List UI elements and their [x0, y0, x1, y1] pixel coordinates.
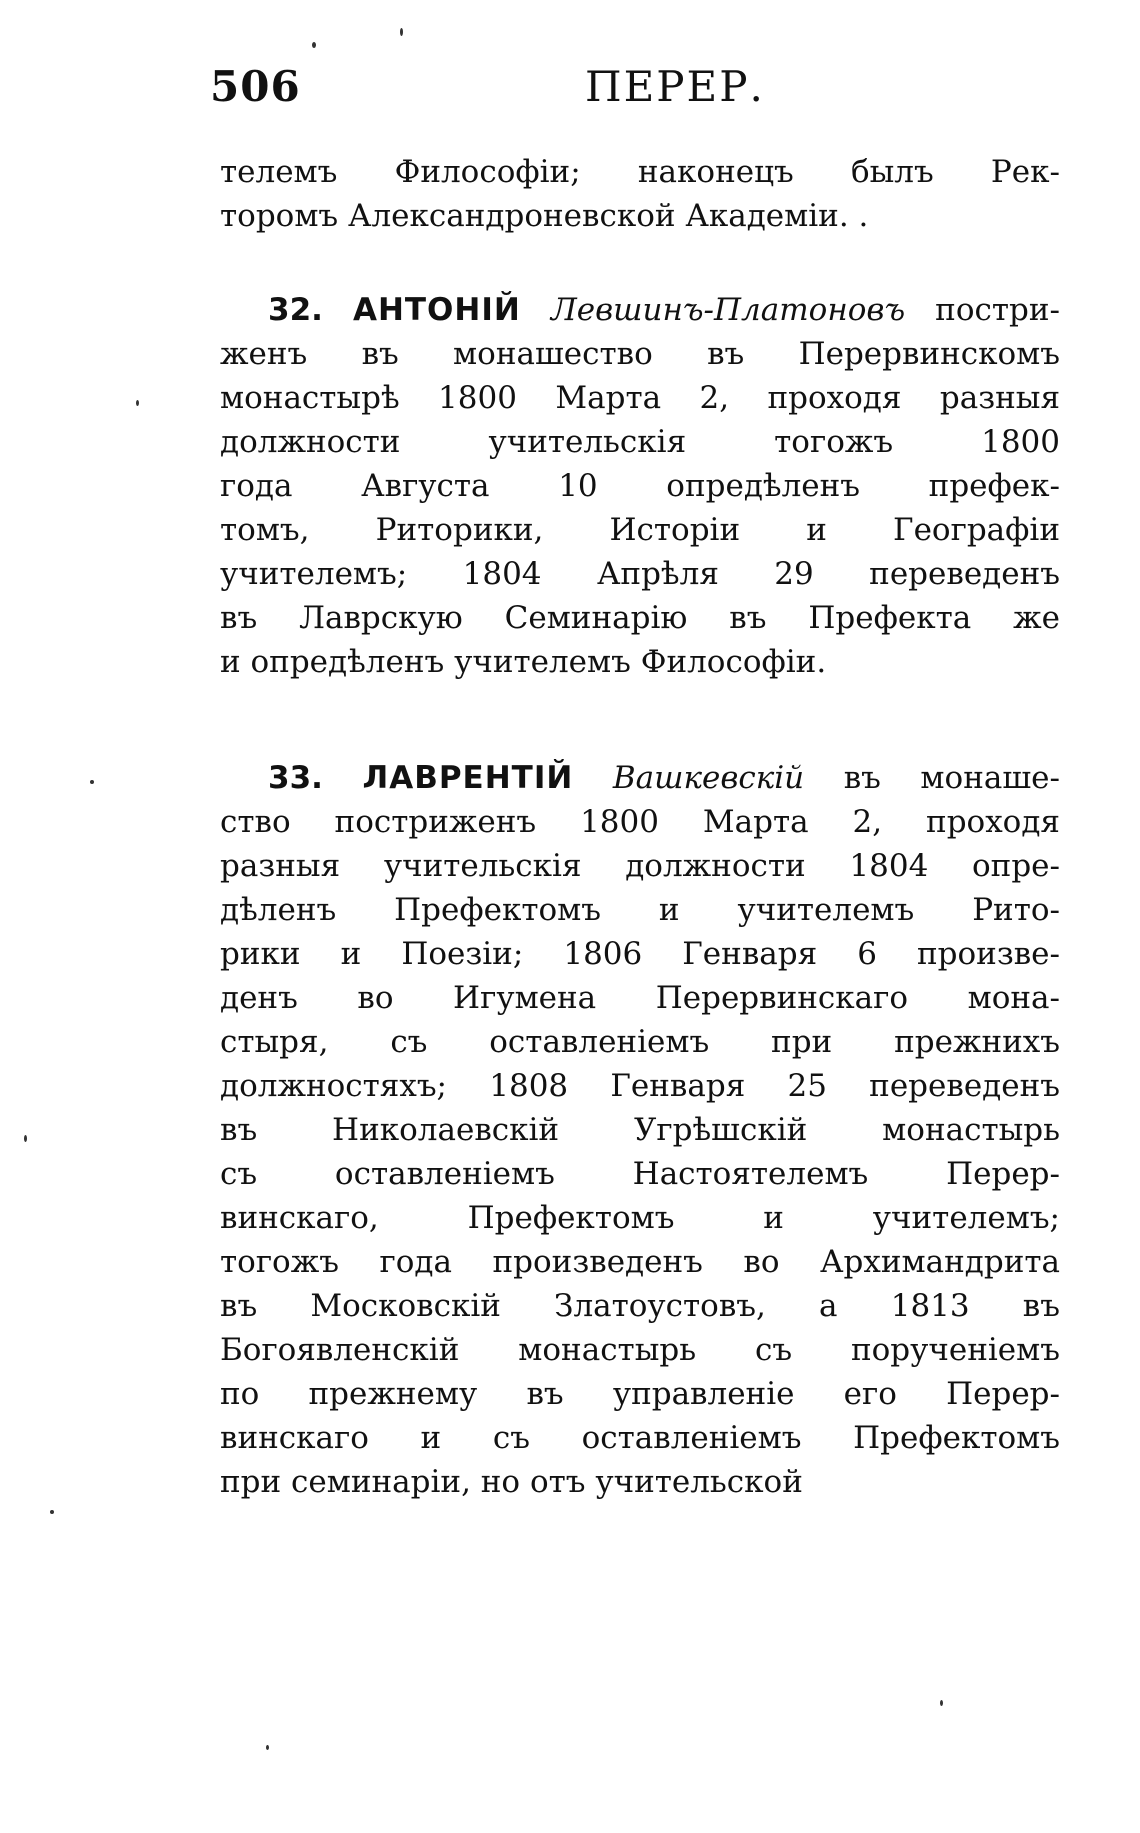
entry-number: 32. — [268, 292, 323, 328]
scan-speck — [50, 1510, 54, 1514]
text-line: учителемъ; 1804 Апрѣля 29 переведенъ — [220, 556, 1060, 592]
entry-33 — [220, 756, 1060, 1504]
text-line: въ Московскій Златоустовъ, а 1813 въ — [220, 1288, 1060, 1324]
text-line: въ Николаевскій Угрѣшскій монастырь — [220, 1112, 1060, 1148]
text-line: рики и Поезіи; 1806 Генваря 6 произве- — [220, 936, 1060, 972]
entry-heading-line — [220, 756, 1060, 800]
text-line: при семинаріи, но отъ учительской — [220, 1464, 803, 1500]
entry-first-rest: въ монаше- — [843, 760, 1060, 796]
text-line: телемъ Философіи; наконецъ былъ Рек- — [220, 154, 1060, 190]
text-line: Богоявленскій монастырь съ порученіемъ — [220, 1332, 1060, 1368]
text-line: винскаго и съ оставленіемъ Префектомъ — [220, 1420, 1060, 1456]
entry-first-rest: постри- — [935, 292, 1060, 328]
text-line: винскаго, Префектомъ и учителемъ; — [220, 1200, 1060, 1236]
text-line: должностяхъ; 1808 Генваря 25 переведенъ — [220, 1068, 1060, 1104]
scan-speck — [90, 780, 94, 784]
text-line: монастырѣ 1800 Марта 2, проходя разныя — [220, 380, 1060, 416]
page-header — [200, 62, 765, 122]
text-line: и опредѣленъ учителемъ Философіи. — [220, 644, 827, 680]
text-line: разныя учительскія должности 1804 опре- — [220, 848, 1060, 884]
text-line: года Августа 10 опредѣленъ префек- — [220, 468, 1060, 504]
entry-heading-line — [220, 288, 1060, 332]
text-line: женъ въ монашество въ Перервинскомъ — [220, 336, 1060, 372]
scan-speck — [266, 1745, 269, 1750]
text-line: должности учительскія тогожъ 1800 — [220, 424, 1060, 460]
entry-number: 33. — [268, 760, 323, 796]
text-line: стыря, съ оставленіемъ при прежнихъ — [220, 1024, 1060, 1060]
text-line: торомъ Александроневской Академіи. . — [220, 198, 869, 234]
text-line: денъ во Игумена Перервинскаго мона- — [220, 980, 1060, 1016]
text-line: дѣленъ Префектомъ и учителемъ Рито- — [220, 892, 1060, 928]
scan-speck — [24, 1135, 27, 1142]
text-line: по прежнему въ управленіе его Перер- — [220, 1376, 1060, 1412]
text-line: ство постриженъ 1800 Марта 2, проходя — [220, 804, 1060, 840]
running-head: ПЕРЕР. — [585, 62, 765, 111]
scan-speck — [312, 42, 316, 48]
text-line: томъ, Риторики, Исторіи и Географіи — [220, 512, 1060, 548]
paragraph-continuation — [220, 150, 1060, 238]
scan-speck — [400, 28, 403, 36]
entry-name: АНТОНІЙ — [352, 292, 521, 328]
text-line: съ оставленіемъ Настоятелемъ Перер- — [220, 1156, 1060, 1192]
entry-32 — [220, 288, 1060, 684]
scan-speck — [940, 1700, 943, 1706]
entry-name: ЛАВРЕНТІЙ — [362, 760, 574, 796]
scan-speck — [136, 400, 139, 406]
entry-surname: Вашкевскій — [612, 760, 805, 796]
entry-surname: Левшинъ-Платоновъ — [550, 292, 906, 328]
text-line: тогожъ года произведенъ во Архимандрита — [220, 1244, 1060, 1280]
page-number: 506 — [210, 62, 301, 111]
text-line: въ Лаврскую Семинарію въ Префекта же — [220, 600, 1060, 636]
